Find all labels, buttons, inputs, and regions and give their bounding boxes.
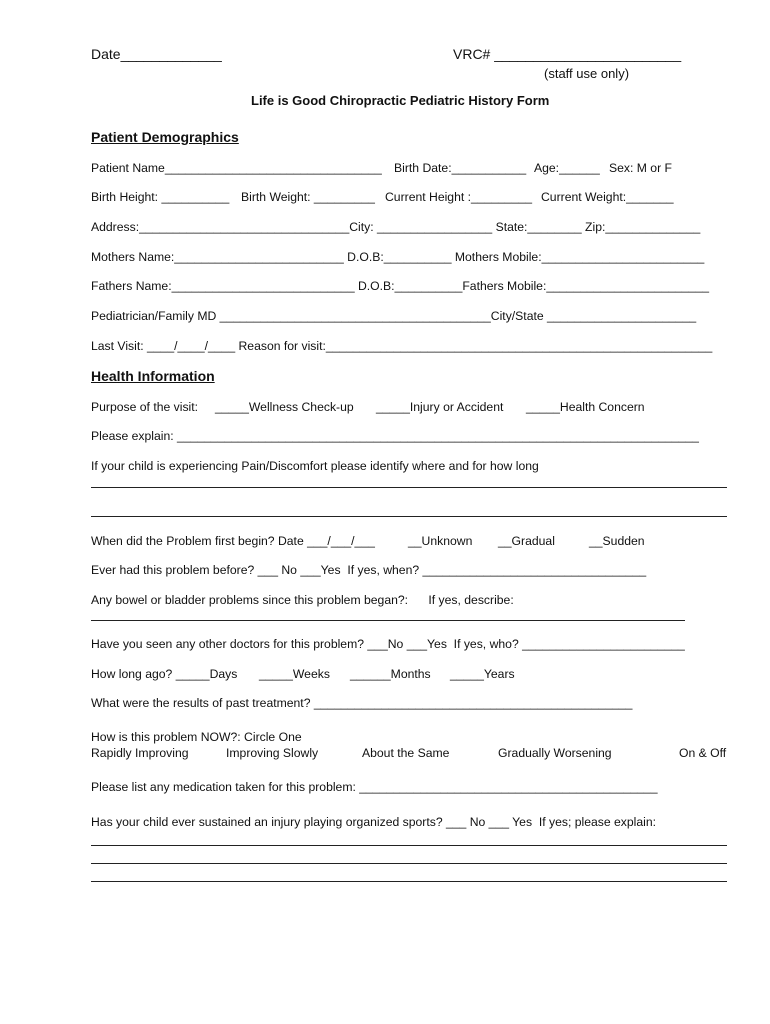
purpose-injury-option[interactable]: _____Injury or Accident xyxy=(376,400,504,414)
current-weight-field[interactable]: Current Weight:_______ xyxy=(541,190,674,204)
address-row[interactable]: Address:_______________________________City: _________________ State:________ Zip:______________ xyxy=(91,220,701,234)
other-doctors-row[interactable]: Have you seen any other doctors for this problem? ___No ___Yes If yes, who? ________________________ xyxy=(91,637,685,651)
patient-name-field[interactable]: Patient Name________________________________ xyxy=(91,161,382,175)
section-heading-demographics: Patient Demographics xyxy=(91,129,239,145)
problem-now-prompt: How is this problem NOW?: Circle One xyxy=(91,730,302,744)
now-option-rapidly-improving[interactable]: Rapidly Improving xyxy=(91,746,189,760)
sports-injury-prompt: Has your child ever sustained an injury playing organized sports? ___ No ___ Yes If yes; please explain: xyxy=(91,815,657,829)
current-height-field[interactable]: Current Height :_________ xyxy=(385,190,533,204)
sports-answer-line-2[interactable] xyxy=(91,863,727,864)
birth-date-field[interactable]: Birth Date:___________ xyxy=(394,161,527,175)
now-option-gradually-worsening[interactable]: Gradually Worsening xyxy=(498,746,612,760)
bowel-bladder-prompt: Any bowel or bladder problems since this problem began?: If yes, describe: xyxy=(91,593,514,607)
sex-field[interactable]: Sex: M or F xyxy=(609,161,672,175)
pain-answer-line-1[interactable] xyxy=(91,487,727,488)
section-heading-health: Health Information xyxy=(91,368,215,384)
onset-unknown-option[interactable]: __Unknown xyxy=(408,534,473,548)
date-field[interactable]: Date_____________ xyxy=(91,46,222,62)
sports-answer-line-3[interactable] xyxy=(91,881,727,882)
bowel-answer-line[interactable] xyxy=(91,620,685,621)
medication-field[interactable]: Please list any medication taken for this problem: ____________________________________________ xyxy=(91,780,658,794)
how-long-days-option[interactable]: How long ago? _____Days xyxy=(91,667,238,681)
pain-answer-line-2[interactable] xyxy=(91,516,727,517)
birth-height-field[interactable]: Birth Height: __________ xyxy=(91,190,230,204)
how-long-months-option[interactable]: ______Months xyxy=(350,667,431,681)
past-treatment-field[interactable]: What were the results of past treatment? _______________________________________________ xyxy=(91,696,633,710)
fathers-row[interactable]: Fathers Name:___________________________ D.O.B:__________Fathers Mobile:________________________ xyxy=(91,279,710,293)
pain-prompt: If your child is experiencing Pain/Discomfort please identify where and for how long xyxy=(91,459,539,473)
how-long-weeks-option[interactable]: _____Weeks xyxy=(259,667,330,681)
purpose-wellness-option[interactable]: _____Wellness Check-up xyxy=(215,400,354,414)
explain-field[interactable]: Please explain: _____________________________________________________________________________ xyxy=(91,429,699,443)
purpose-concern-option[interactable]: _____Health Concern xyxy=(526,400,645,414)
problem-begin-field[interactable]: When did the Problem first begin? Date ___/___/___ xyxy=(91,534,375,548)
now-option-about-same[interactable]: About the Same xyxy=(362,746,450,760)
now-option-improving-slowly[interactable]: Improving Slowly xyxy=(226,746,319,760)
last-visit-row[interactable]: Last Visit: ____/____/____ Reason for visit:_________________________________________________________ xyxy=(91,339,713,353)
form-title: Life is Good Chiropractic Pediatric History Form xyxy=(251,93,550,108)
sports-answer-line-1[interactable] xyxy=(91,845,727,846)
vrc-field[interactable]: VRC# ________________________ xyxy=(453,46,682,62)
onset-sudden-option[interactable]: __Sudden xyxy=(589,534,645,548)
mothers-row[interactable]: Mothers Name:_________________________ D.O.B:__________ Mothers Mobile:________________________ xyxy=(91,250,705,264)
age-field[interactable]: Age:______ xyxy=(534,161,600,175)
had-before-row[interactable]: Ever had this problem before? ___ No ___Yes If yes, when? _________________________________ xyxy=(91,563,647,577)
pediatrician-row[interactable]: Pediatrician/Family MD ________________________________________City/State ______________________ xyxy=(91,309,697,323)
purpose-label: Purpose of the visit: xyxy=(91,400,199,414)
onset-gradual-option[interactable]: __Gradual xyxy=(498,534,555,548)
now-option-on-off[interactable]: On & Off xyxy=(679,746,727,760)
birth-weight-field[interactable]: Birth Weight: _________ xyxy=(241,190,375,204)
how-long-years-option[interactable]: _____Years xyxy=(450,667,515,681)
staff-use-note: (staff use only) xyxy=(544,66,630,81)
